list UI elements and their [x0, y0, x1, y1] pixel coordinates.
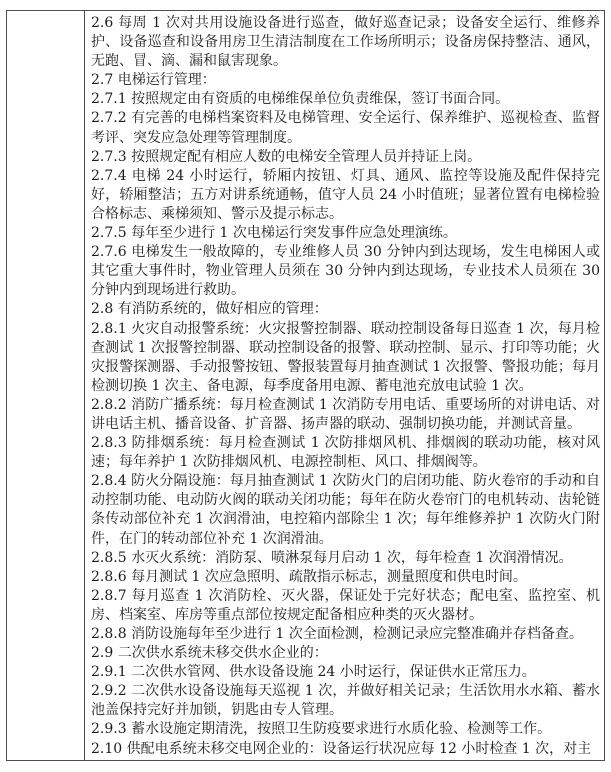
- clause-paragraph: 2.9 二次供水系统未移交供水企业的：: [91, 645, 328, 662]
- clause-paragraph: 2.8.2 消防广播系统：每月检查测试 1 次消防专用电话、重要场所的对讲电话、对讲电话主机、播音设备、扩音器、扬声器的联动、强制切换功能，并测试音量。: [91, 396, 600, 432]
- clause-paragraph: 2.8.3 防排烟系统：每月检查测试 1 次防排烟风机、排烟阀的联动功能，核对风速；每年养护 1 次防排烟风机、电源控制柜、风口、排烟阀等。: [91, 435, 600, 471]
- clause-paragraph: 2.8.1 火灾自动报警系统：火灾报警控制器、联动控制设备每日巡查 1 次，每月检查测试 1 次报警控制器、联动控制设备的报警、联动控制、显示、打印等功能；火灾报警探测器、手动报警按钮、警报装置每月抽查测试 1 次报警、警报功能；每月检测切换 1 次主、备电源，每季度备用电源、蓄电池充放电试验 1 次。: [91, 320, 600, 394]
- clause-paragraph: 2.9.1 二次供水管网、供水设备设施 24 小时运行，保证供水正常压力。: [91, 664, 536, 681]
- standards-table: [6, 10, 605, 761]
- clause-paragraph: 2.10 供配电系统未移交电网企业的：设备运行状况应每 12 小时检查 1 次，对主: [91, 740, 592, 757]
- clause-paragraph: 2.8 有消防系统的，做好相应的管理：: [91, 301, 328, 318]
- clause-paragraph: 2.7.2 有完善的电梯档案资料及电梯管理、安全运行、保养维护、巡视检查、监督考评、突发应急处理等管理制度。: [91, 110, 600, 146]
- clause-paragraph: 2.6 每周 1 次对共用设施设备进行巡查，做好巡查记录；设备安全运行、维修养护、设备巡查和设备用房卫生清洁制度在工作场所明示；设备房保持整洁、通风，无跑、冒、滴、漏和鼠害现象。: [91, 15, 600, 70]
- clause-list: [91, 14, 600, 759]
- clause-paragraph: 2.7 电梯运行管理：: [91, 72, 216, 89]
- clause-paragraph: 2.8.8 消防设施每年至少进行 1 次全面检测，检测记录应完整准确并存档备查。: [91, 626, 583, 642]
- clause-paragraph: 2.7.1 按照规定由有资质的电梯维保单位负责维保，签订书面合同。: [91, 91, 510, 108]
- clause-paragraph: 2.7.3 按照规定配有相应人数的电梯安全管理人员并持证上岗。: [91, 148, 482, 165]
- clause-paragraph: 2.8.7 每月巡查 1 次消防栓、灭火器，保证处于完好状态；配电室、监控室、机房、档案室、库房等重点部位按规定配备相应种类的灭火器材。: [91, 587, 600, 623]
- clause-paragraph: 2.9.3 蓄水设施定期清洗，按照卫生防疫要求进行水质化验、检测等工作。: [91, 721, 552, 738]
- table-content-cell: [85, 11, 604, 760]
- clause-paragraph: 2.7.6 电梯发生一般故障的，专业维修人员 30 分钟内到达现场，发生电梯困人或其它重大事件时，物业管理人员须在 30 分钟内到达现场，专业技术人员须在 30 分钟内到现场进行救助。: [91, 244, 600, 299]
- clause-paragraph: 2.8.6 每月测试 1 次应急照明、疏散指示标志，测量照度和供电时间。: [91, 568, 527, 585]
- clause-paragraph: 2.7.5 每年至少进行 1 次电梯运行突发事件应急处理演练。: [91, 225, 457, 242]
- clause-paragraph: 2.8.5 水灭火系统：消防泵、喷淋泵每月启动 1 次，每年检查 1 次润滑情况。: [91, 549, 573, 566]
- clause-paragraph: 2.9.2 二次供水设备设施每天巡视 1 次，并做好相关记录；生活饮用水水箱、蓄水池盖保持完好并加锁，钥匙由专人管理。: [91, 683, 600, 719]
- table-left-cell: [7, 11, 85, 760]
- clause-paragraph: 2.8.4 防火分隔设施：每月抽查测试 1 次防火门的启闭功能、防火卷帘的手动和自动控制功能、电动防火阀的联动关闭功能；每年在防火卷帘门的电机转动、齿轮链条传动部位补充 1 次润滑油，电控箱内部除尘 1 次；每年维修养护 1 次防火门附件，在门的转动部位补充 1 次润滑油。: [91, 473, 600, 547]
- clause-paragraph: 2.7.4 电梯 24 小时运行，轿厢内按钮、灯具、通风、监控等设施及配件保持完好，轿厢整洁；五方对讲系统通畅，值守人员 24 小时值班；显著位置有电梯检验合格标志、乘梯须知、警示及提示标志。: [91, 167, 600, 222]
